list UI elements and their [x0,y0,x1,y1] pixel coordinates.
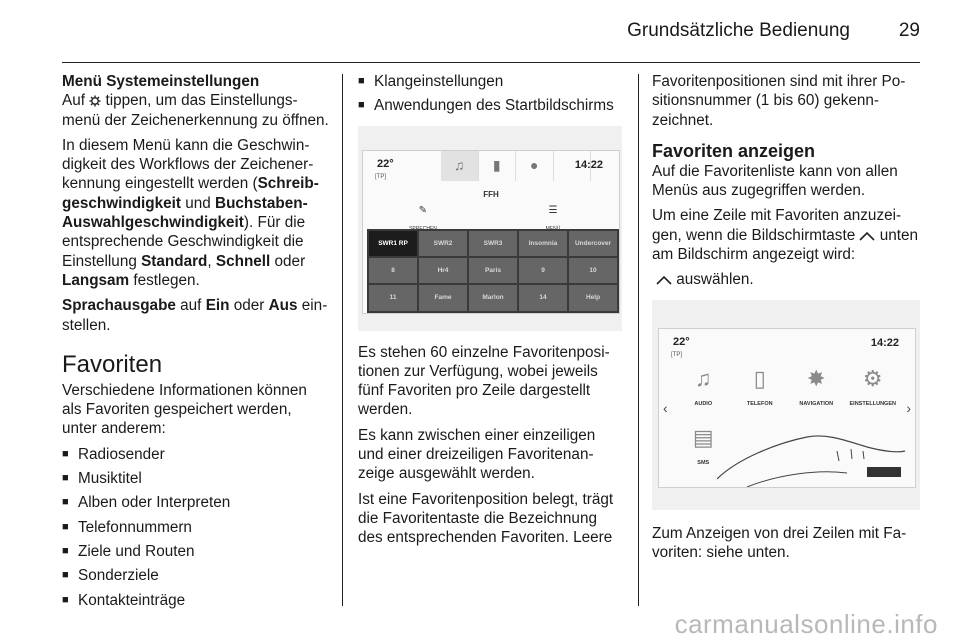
gear-icon [89,95,101,107]
bold-term: Langsam [62,271,130,289]
preset-button: Help [569,285,617,310]
app-label: TELEFON [746,400,773,407]
radio-screen [362,150,620,314]
bold-term: Ein [205,297,230,315]
bold-term: Buchstaben-Auswahlgeschwindigkeit [62,194,308,232]
text: oder [270,252,306,270]
temperature: 22° [673,335,690,348]
preset-button: Fame [419,285,467,310]
preset-button: SWR1 RP [369,231,417,256]
bold-term: Sprachausgabe [62,297,176,315]
music-note-icon: ♫ [695,365,712,391]
paragraph: Favoritenpositionen sind mit ihrer Positionsnummer (1 bis 60) gekennzeichnet. [652,73,906,129]
paragraph: Ist eine Favoritenposition belegt, trägt die Favoritentaste die Bezeichnung des entsprechenden Favoriten. Leere [358,490,614,547]
app-label: AUDIO [694,400,713,407]
page-header [62,0,920,63]
menu-icon: ☰ [548,204,558,216]
list-item: ■ Telefonnummern [62,518,330,537]
text: einstellen. [62,297,328,334]
preset-button: 8 [369,258,417,283]
preset-button: 14 [519,285,567,310]
message-icon: ▤ [692,424,714,450]
text: auf [175,297,206,315]
bold-term: Schnell [215,252,271,270]
section-title: Favoriten [62,350,163,378]
paragraph [652,270,920,289]
home-screen [658,328,916,488]
info-icon: ● [516,151,554,181]
bold-term: Aus [268,297,298,315]
page-number: 29 [898,20,920,41]
app-label: SMS [697,459,710,466]
preset-button: 9 [519,258,567,283]
list-item: ■ Anwendungen des Startbildschirms [358,96,622,115]
hand-icon [717,429,907,487]
list-item: ■ Radiosender [62,445,330,464]
text: , [207,252,216,270]
clock: 14:22 [574,158,603,171]
app-audio [675,365,732,414]
source-tabs [441,151,591,181]
page-title: Grundsätzliche Bedienung [627,20,850,41]
app-settings [845,365,902,414]
list-item: ■ Kontakteinträge [62,591,330,610]
preset-button: Insomnia [519,231,567,256]
temperature: 22° [377,157,394,170]
paragraph: Auf die Favoritenliste kann von allen Menüs aus zugegriffen werden. [652,162,898,200]
favorites-screen-image [358,126,622,331]
paragraph [652,206,920,264]
text: Um eine Zeile mit Favoriten anzuzeigen, wenn die Bildschirmtaste [652,207,902,244]
text: auswählen. [676,271,754,289]
column-1 [62,72,330,615]
chevron-up-icon [656,275,672,285]
preset-button: SWR2 [419,231,467,256]
home-screen-image [652,300,920,510]
column-divider [638,74,639,606]
preset-button: Undercover [569,231,617,256]
preset-button: 10 [569,258,617,283]
clock: 14:22 [870,336,899,349]
favorites-list-cont [358,72,622,116]
watermark: carmanualsonline.info [674,609,938,639]
column-3 [652,72,920,568]
preset-button: SWR3 [469,231,517,256]
column-divider [342,74,343,606]
list-item: ■ Ziele und Routen [62,542,330,561]
chevron-left-icon: ‹ [663,399,668,416]
column-2 [358,72,622,554]
list-item: ■ Klangeinstellungen [358,72,622,91]
bold-term: Schreibgeschwindigkeit [62,175,319,212]
app-label: EINSTELLUNGEN [849,400,896,407]
text: Auf [62,92,85,110]
compass-icon: ✸ [807,365,826,391]
app-phone [732,365,789,414]
preset-button: 11 [369,285,417,310]
list-item: ■ Musiktitel [62,469,330,488]
phone-icon: ▯ [753,365,766,391]
tp-indicator: [TP] [671,351,683,358]
paragraph: Es kann zwischen einer einzeiligen und einer dreizeiligen Favoritenanzeige ausgewählt werden. [358,426,596,483]
text: festlegen. [129,271,200,289]
favorites-list [62,445,330,610]
paragraph: Zum Anzeigen von drei Zeilen mit Favoriten: siehe unten. [652,524,907,561]
gears-icon: ⚙ [862,365,883,391]
preset-button: Paris [469,258,517,283]
paragraph [62,136,330,290]
app-label: NAVIGATION [799,400,834,407]
paragraph: Verschiedene Informationen können als Favoriten gespeichert werden, unter anderem: [62,381,307,438]
app-navigation [788,365,845,414]
list-item: ■ Sonderziele [62,566,330,585]
text: unten am Bildschirm angezeigt wird: [652,226,918,264]
preset-button: Marlon [469,285,517,310]
text: In diesem Menü kann die Geschwindigkeit des Workflows der Zeichenerkennung eingestellt werden ( [62,136,314,193]
voice-icon: ✎ [418,204,428,216]
favorites-grid [367,229,619,313]
phone-icon: ▮ [479,151,517,181]
bold-term: Standard [141,252,208,270]
text: und [181,194,216,212]
text: tippen, um das Einstellungsmenü der Zeichenerkennung zu öffnen. [62,92,329,129]
chevron-right-icon: › [906,399,911,416]
paragraph [62,91,330,130]
subsection-heading: Favoriten anzeigen [652,140,816,161]
list-item: ■ Alben oder Interpreten [62,493,330,512]
chevron-up-icon [859,231,875,241]
paragraph: Es stehen 60 einzelne Favoritenpositionen zur Verfügung, wobei jeweils fünf Favoriten pro Zeile dargestellt werden. [358,343,610,419]
preset-button: Hr4 [419,258,467,283]
tp-indicator: [TP] [375,173,387,180]
paragraph [62,296,330,335]
menu-heading: Menü Systemeinstellungen [62,73,260,90]
music-note-icon: ♫ [441,151,479,181]
status-bar [363,151,619,179]
station-name: FFH [483,189,499,199]
text: ). Für die entsprechende Geschwindigkeit die Einstellung [62,214,306,270]
text: oder [229,297,269,315]
